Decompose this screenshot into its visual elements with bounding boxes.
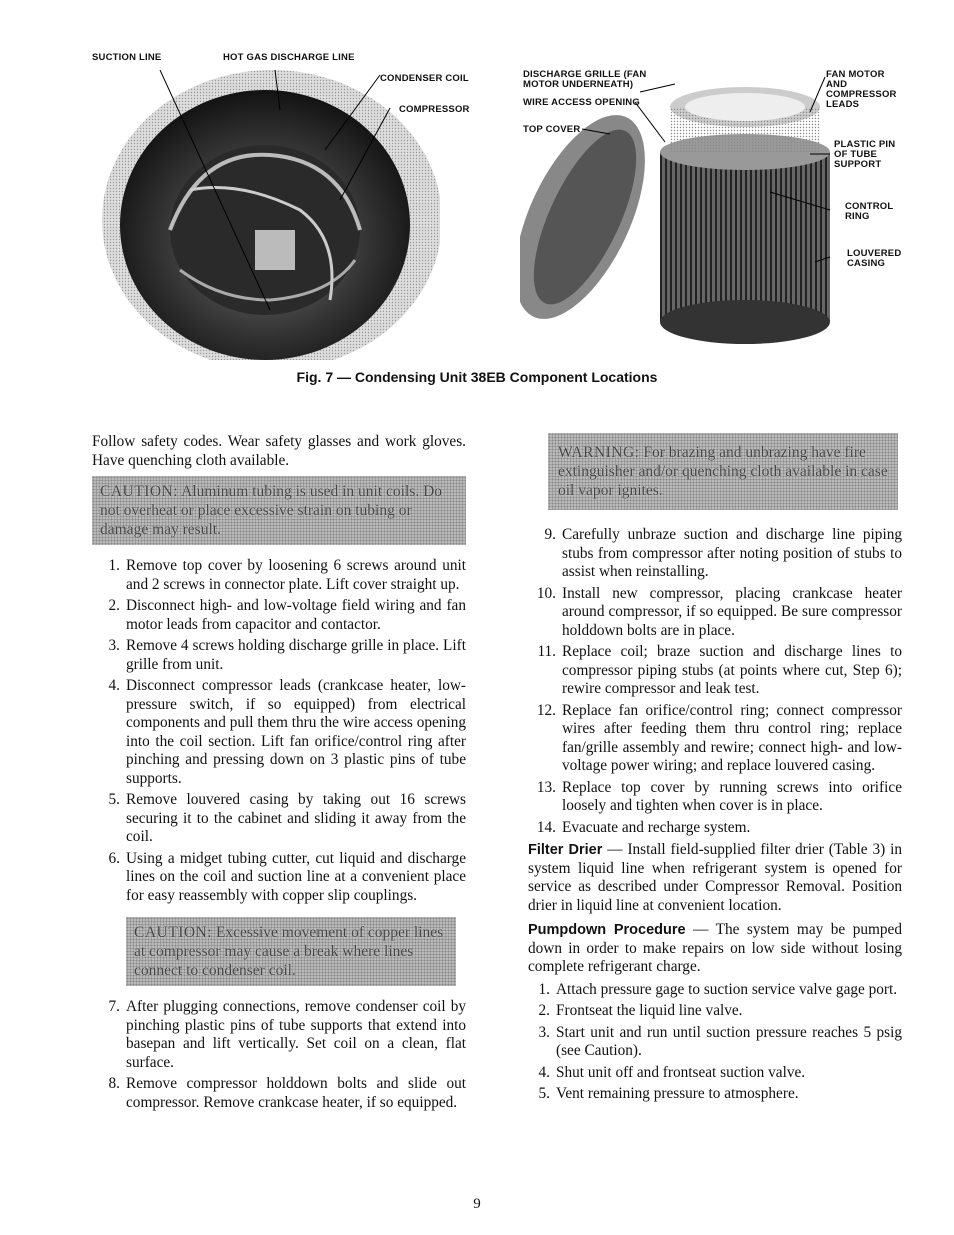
label-compressor: COMPRESSOR [399,104,470,115]
filter-drier-paragraph [528,841,902,915]
list-item-number: 6. [108,849,120,867]
label-discharge-grille-line1: DISCHARGE GRILLE (FAN [523,69,647,80]
list-item [528,1085,902,1104]
photo-unit-exploded-view [520,69,830,362]
list-item [92,677,466,788]
list-item-text: Install new compressor, placing crankcase heater around compressor, if so equipped. Be sure compressor holddown bolts are in place. [562,584,902,639]
list-item [528,981,902,1000]
label-fan-motor-line3: COMPRESSOR [826,89,897,100]
steps-list-a [92,557,466,905]
list-item-text: Replace top cover by running screws into orifice loosely and tighten when cover is in place. [562,778,902,814]
warning-text: For brazing and unbrazing have fire extinguisher and/or quenching cloth available in case oil vapor ignites. [558,444,888,499]
list-item [92,1075,466,1112]
figure-caption: Fig. 7 — Condensing Unit 38EB Component Locations [296,369,658,385]
list-item-number: 3. [108,637,120,654]
label-fan-motor-line1: FAN MOTOR [826,69,885,80]
list-item-text: Remove louvered casing by taking out 16 screws securing it to the cabinet and sliding it away from the coil. [126,791,466,845]
list-item [92,998,466,1072]
list-item [528,702,902,776]
list-item-number: 7. [108,998,120,1015]
list-item-text: Replace coil; braze suction and discharge lines to compressor piping stubs (at points where cut, Step 6); rewire compressor and leak test. [562,643,902,697]
list-item-number: 2. [108,597,120,614]
label-plastic-pin [834,140,895,170]
pumpdown-text: — The system may be pumped down in order to make repairs on low side without losing complete refrigerant charge. [528,921,902,975]
list-item [92,597,466,634]
label-hot-gas-discharge: HOT GAS DISCHARGE LINE [223,52,355,63]
label-control-ring-line1: CONTROL [845,201,894,212]
list-item-number: 9. [544,526,556,543]
list-item-number: 12. [536,701,556,719]
list-item-number: 4. [538,1063,550,1081]
label-plastic-pin-line2: OF TUBE [834,149,878,160]
intro-paragraph: Follow safety codes. Wear safety glasses and work gloves. Have quenching cloth available. [92,433,466,469]
list-item [528,1024,902,1061]
label-louvered-casing [847,249,901,269]
list-item-text: Frontseat the liquid line valve. [556,1002,743,1019]
list-item [528,643,902,699]
steps-list-c [528,526,902,837]
steps-list-b [92,998,466,1112]
left-column [92,433,466,1115]
list-item-number: 2. [538,1002,550,1019]
label-fan-motor-line2: AND [826,79,848,90]
label-discharge-grille-line2: MOTOR UNDERNEATH) [523,79,634,90]
list-item-number: 8. [108,1075,120,1092]
list-item [528,779,902,816]
list-item-number: 5. [538,1085,550,1102]
list-item-text: Remove compressor holddown bolts and slide out compressor. Remove crankcase heater, if so equipped. [126,1075,466,1111]
list-item-text: Start unit and run until suction pressure reaches 5 psig (see Caution). [556,1023,902,1059]
label-louvered-line1: LOUVERED [847,248,902,259]
list-item-text: After plugging connections, remove condenser coil by pinching plastic pins of tube supports that extend into basepan and lift vertically. Set coil on a clean, flat surface. [126,998,466,1071]
list-item-number: 10. [536,584,556,602]
label-fan-motor-leads [826,70,897,110]
list-item-number: 13. [536,778,556,796]
label-top-cover: TOP COVER [523,124,581,135]
caution-keyword: CAUTION: [134,924,213,941]
warning-keyword: WARNING: [558,444,640,461]
list-item [528,1002,902,1021]
caution-text: Aluminum tubing is used in unit coils. Do not overheat or place excessive strain on tubing or damage may result. [100,483,443,538]
right-column [528,433,902,1107]
list-item [528,585,902,641]
list-item-text: Remove top cover by loosening 6 screws around unit and 2 screws in connector plate. Lift cover straight up. [126,557,466,593]
warning-box-brazing [548,433,898,510]
list-item [92,850,466,906]
label-control-ring-line2: RING [845,211,870,222]
list-item-text: Carefully unbraze suction and discharge line piping stubs from compressor after noting position of stubs to assist when reinstalling. [562,526,902,580]
photo-condenser-top-view [100,70,440,360]
list-item-text: Evacuate and recharge system. [562,818,751,836]
list-item-number: 3. [538,1023,550,1041]
list-item-text: Vent remaining pressure to atmosphere. [556,1085,799,1102]
label-suction-line: SUCTION LINE [92,52,162,63]
list-item-text: Remove 4 screws holding discharge grille in place. Lift grille from unit. [126,637,466,673]
list-item-number: 1. [108,557,120,574]
list-item-text: Disconnect compressor leads (crankcase heater, low-pressure switch, if so equipped) from electrical components and pull them thru the wire access opening into the coil section. Lift fan orifice/control ring after pinching and pressing down on 3 plastic pins of tube supports. [126,677,466,787]
list-item-text: Replace fan orifice/control ring; connect compressor wires after feeding them thru control ring; replace fan/grille assembly and rewire; connect high- and low-voltage power wiring; and replace louvered casing. [562,701,902,774]
list-item [92,557,466,594]
label-wire-access-opening: WIRE ACCESS OPENING [523,97,640,108]
list-item-text: Disconnect high- and low-voltage field wiring and fan motor leads from capacitor and contactor. [126,597,466,633]
list-item [528,819,902,838]
label-discharge-grille [523,70,646,90]
steps-list-d [528,981,902,1104]
list-item [92,637,466,674]
caution-box-copper [126,917,456,986]
pumpdown-paragraph [528,921,902,977]
caution-text: Excessive movement of copper lines at compressor may cause a break where lines connect to condenser coil. [134,924,444,979]
filter-drier-heading: Filter Drier [528,842,603,858]
list-item-number: 14. [536,818,556,836]
label-plastic-pin-line1: PLASTIC PIN [834,139,896,150]
pumpdown-heading: Pumpdown Procedure [528,922,686,938]
filter-drier-text: — Install field-supplied filter drier (Table 3) in system liquid line when refrigerant system is opened for service as described under Compressor Removal. Position drier in liquid line at convenient location. [528,841,902,914]
label-louvered-line2: CASING [847,258,886,269]
list-item-text: Using a midget tubing cutter, cut liquid and discharge lines on the coil and suction line at a convenient place for easy reassembly with copper slip couplings. [126,849,466,904]
label-condenser-coil: CONDENSER COIL [380,73,469,84]
label-fan-motor-line4: LEADS [826,99,860,110]
list-item [528,1064,902,1083]
list-item-number: 5. [108,791,120,808]
unit-exploded-view-image [520,69,830,362]
list-item-number: 11. [537,643,556,660]
label-control-ring [845,202,893,222]
list-item-number: 4. [108,677,120,694]
list-item [92,791,466,847]
list-item-text: Shut unit off and frontseat suction valve. [556,1063,806,1081]
list-item [528,526,902,582]
condenser-top-view-image [100,70,440,360]
label-plastic-pin-line3: SUPPORT [834,159,882,170]
caution-box-aluminum [92,476,466,545]
list-item-text: Attach pressure gage to suction service valve gage port. [556,980,898,998]
page-number: 9 [473,1196,481,1212]
caution-keyword: CAUTION: [100,483,179,500]
list-item-number: 1. [538,980,550,998]
